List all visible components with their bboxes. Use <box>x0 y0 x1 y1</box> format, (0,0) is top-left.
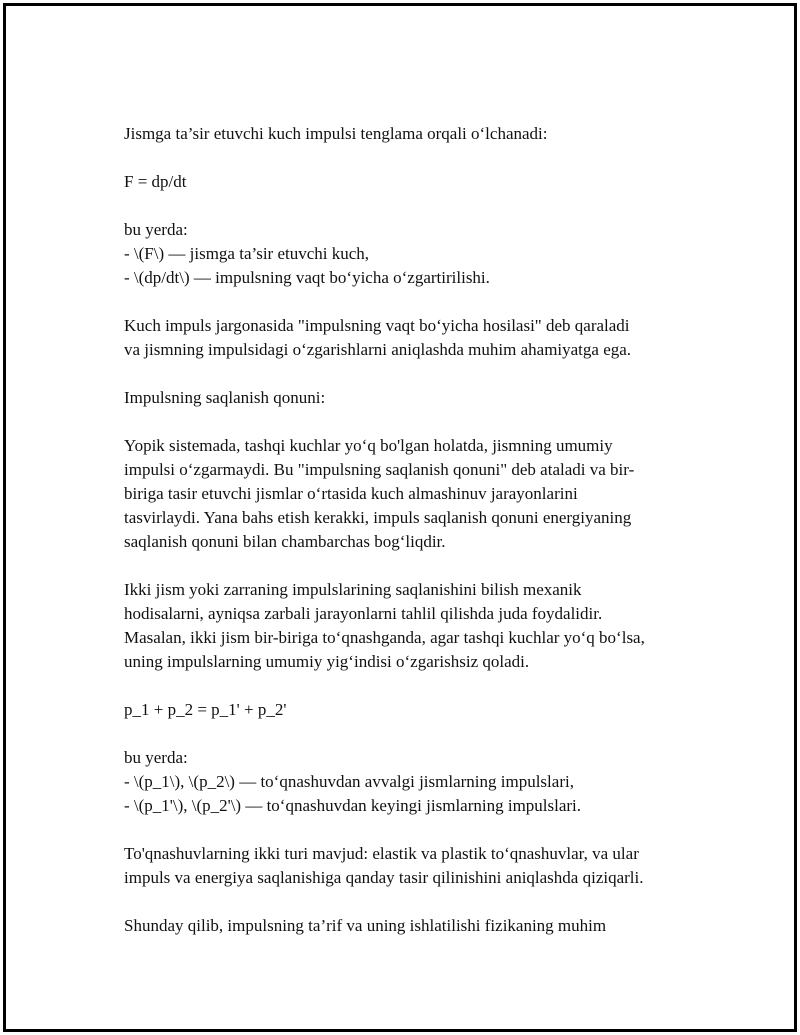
paragraph-definitions-1 <box>124 218 684 290</box>
text-line: Impulsning saqlanish qonuni: <box>124 388 326 407</box>
text-line: tasvirlaydi. Yana bahs etish kerakki, impuls saqlanish qonuni energiyaning <box>124 508 632 527</box>
text-line: Ikki jism yoki zarraning impulslarining saqlanishini bilish mexanik <box>124 580 582 599</box>
text-line: - \(F\) — jismga ta’sir etuvchi kuch, <box>124 244 370 263</box>
text-line: bu yerda: <box>124 220 188 239</box>
section-heading-conservation <box>124 386 684 410</box>
text-line: To'qnashuvlarning ikki turi mavjud: elastik va plastik to‘qnashuvlar, va ular <box>124 844 639 863</box>
paragraph-definitions-2 <box>124 746 684 818</box>
text-line: Shunday qilib, impulsning ta’rif va uning ishlatilishi fizikaning muhim <box>124 916 607 935</box>
equation-force <box>124 170 684 194</box>
text-line: hodisalarni, ayniqsa zarbali jarayonlarni tahlil qilishda juda foydalidir. <box>124 604 603 623</box>
paragraph-intro <box>124 122 684 146</box>
text-line: impulsi o‘zgarmaydi. Bu "impulsning saqlanish qonuni" deb ataladi va bir- <box>124 460 635 479</box>
text-line: Jismga ta’sir etuvchi kuch impulsi tenglama orqali o‘lchanadi: <box>124 124 548 143</box>
paragraph-two-bodies <box>124 578 684 674</box>
text-line: va jismning impulsidagi o‘zgarishlarni aniqlashda muhim ahamiyatga ega. <box>124 340 632 359</box>
page-frame <box>3 3 797 1032</box>
text-line: impuls va energiya saqlanishiga qanday tasir qilinishini aniqlashda qiziqarli. <box>124 868 644 887</box>
text-line: Kuch impuls jargonasida "impulsning vaqt bo‘yicha hosilasi" deb qaraladi <box>124 316 630 335</box>
text-line: - \(p_1\), \(p_2\) — to‘qnashuvdan avvalgi jismlarning impulslari, <box>124 772 574 791</box>
equation-line: F = dp/dt <box>124 172 187 191</box>
text-line: - \(p_1'\), \(p_2'\) — to‘qnashuvdan keyingi jismlarning impulslari. <box>124 796 582 815</box>
text-line: biriga tasir etuvchi jismlar o‘rtasida kuch almashinuv jarayonlarini <box>124 484 578 503</box>
text-line: - \(dp/dt\) — impulsning vaqt bo‘yicha o‘zgartirilishi. <box>124 268 490 287</box>
paragraph-closed-system <box>124 434 684 554</box>
text-line: Yopik sistemada, tashqi kuchlar yo‘q bo'lgan holatda, jismning umumiy <box>124 436 613 455</box>
text-line: uning impulslarning umumiy yig‘indisi o‘zgarishsiz qoladi. <box>124 652 530 671</box>
text-line: bu yerda: <box>124 748 188 767</box>
paragraph-collision-types <box>124 842 684 890</box>
equation-line: p_1 + p_2 = p_1' + p_2' <box>124 700 287 719</box>
paragraph-impulse-derivative <box>124 314 684 362</box>
equation-conservation <box>124 698 684 722</box>
text-line: saqlanish qonuni bilan chambarchas bog‘liqdir. <box>124 532 446 551</box>
text-line: Masalan, ikki jism bir-biriga to‘qnashganda, agar tashqi kuchlar yo‘q bo‘lsa, <box>124 628 645 647</box>
paragraph-conclusion <box>124 914 684 938</box>
document-body <box>124 122 684 962</box>
